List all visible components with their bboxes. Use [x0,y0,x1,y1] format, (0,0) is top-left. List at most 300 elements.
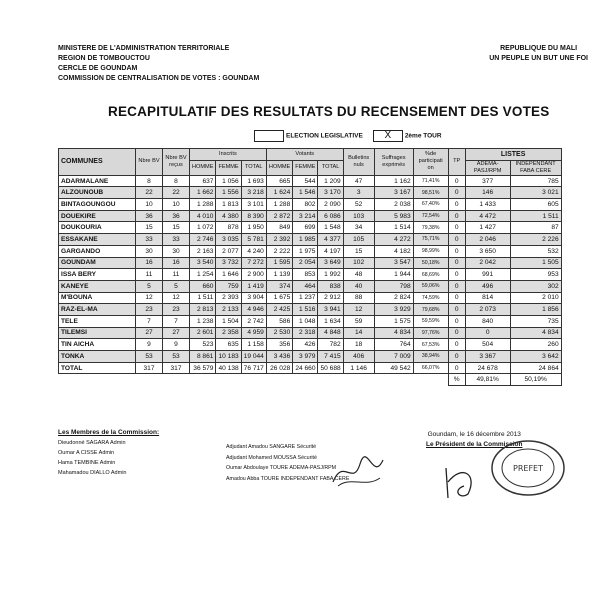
table-cell: 15 [136,222,163,234]
col-votants-total: TOTAL [318,160,343,175]
table-cell: 2 813 [190,304,216,316]
commune-name: TOTAL [59,362,136,374]
table-cell: 53 [136,351,163,363]
president-signature-icon [438,460,488,502]
table-cell: 2 038 [374,199,413,211]
table-cell: 68,69% [413,269,448,281]
table-cell: 665 [266,175,292,187]
table-cell: 2 163 [190,245,216,257]
table-cell: 317 [163,362,190,374]
table-cell: 30 [136,245,163,257]
commune-name: ESSAKANE [59,234,136,246]
table-cell: 802 [293,199,318,211]
table-cell: 764 [374,339,413,351]
table-cell: 1 556 [216,187,241,199]
table-cell: 3 979 [293,351,318,363]
table-cell: 586 [266,315,292,327]
table-cell: 1 595 [266,257,292,269]
table-cell: 635 [216,339,241,351]
col-votants-homme: HOMME [266,160,292,175]
table-cell: 377 [465,175,510,187]
table-cell: 260 [510,339,561,351]
table-cell: 544 [293,175,318,187]
table-cell: 0 [448,199,465,211]
table-cell: 2 077 [216,245,241,257]
col-independant: INDEPENDANT FABA CERE [510,160,561,175]
table-cell: 12 [343,304,374,316]
table-cell: 1 950 [241,222,266,234]
commission-members [58,428,159,478]
table-cell: 23 [163,304,190,316]
table-cell: 1 624 [266,187,292,199]
table-cell: 22 [163,187,190,199]
table-cell: 4 959 [241,327,266,339]
table-cell: 15 [343,245,374,257]
table-cell: 637 [190,175,216,187]
election-label: ELECTION LEGISLATIVE [286,132,363,140]
table-cell: 3 101 [241,199,266,211]
table-cell: 2 222 [266,245,292,257]
table-cell: 3 170 [318,187,343,199]
table-cell: 2 090 [318,199,343,211]
col-votants-femme: FEMME [293,160,318,175]
table-row [59,222,562,234]
republic-line: REPUBLIQUE DU MALI [500,45,578,52]
table-cell: 374 [266,280,292,292]
table-row [59,245,562,257]
commune-name: ISSA BERY [59,269,136,281]
table-cell: 1 419 [241,280,266,292]
table-cell: 3 167 [374,187,413,199]
table-cell: 2 393 [216,292,241,304]
table-cell: 7 [136,315,163,327]
table-cell: 785 [510,175,561,187]
table-cell: 23 [136,304,163,316]
table-cell: 735 [510,315,561,327]
percent-label: % [448,374,465,386]
table-cell: 0 [448,351,465,363]
table-cell: 6 086 [318,210,343,222]
table-cell: 1 546 [293,187,318,199]
commune-name: GARGANDO [59,245,136,257]
commune-name: DOUKOURIA [59,222,136,234]
table-cell: 4 380 [216,210,241,222]
col-inscrits-homme: HOMME [190,160,216,175]
table-cell: 4 834 [374,327,413,339]
table-cell: 67,40% [413,199,448,211]
table-cell: 2 042 [465,257,510,269]
table-cell: 4 272 [374,234,413,246]
table-cell: 2 746 [190,234,216,246]
table-cell: 19 044 [241,351,266,363]
table-cell: 97,76% [413,327,448,339]
place-date: Goundam, le 16 décembre 2013 [427,431,521,438]
table-cell: 11 [163,269,190,281]
header-right [489,44,588,64]
table-row [59,234,562,246]
table-cell: 0 [448,304,465,316]
table-cell: 2 318 [293,327,318,339]
table-cell: 1 056 [216,175,241,187]
table-cell: 1 237 [293,292,318,304]
table-cell: 1 427 [465,222,510,234]
table-cell: 0 [448,315,465,327]
table-cell: 36 [136,210,163,222]
table-cell: 59,59% [413,315,448,327]
results-body [59,175,562,385]
table-cell: 66,07% [413,362,448,374]
table-cell: 1 158 [241,339,266,351]
table-cell: 59 [343,315,374,327]
table-cell: 1 856 [510,304,561,316]
col-nbre-bv-recus: Nbre BV reçus [163,149,190,176]
table-cell: 74,59% [413,292,448,304]
col-inscrits: Inscrits [190,149,267,161]
table-cell: 0 [448,245,465,257]
member-4: Mahamadou DIALLO Admin [58,470,127,476]
table-cell: 1 975 [293,245,318,257]
table-cell: 2 358 [216,327,241,339]
official-stamp-icon [488,438,568,498]
table-cell: 72,54% [413,210,448,222]
col-votants: Votants [266,149,343,161]
table-row [59,269,562,281]
table-cell: 52 [343,199,374,211]
commune-name: DOUEKIRE [59,210,136,222]
table-cell: 79,68% [413,304,448,316]
table-cell: 1 433 [465,199,510,211]
table-cell: 50 688 [318,362,343,374]
table-cell: 1 675 [266,292,292,304]
table-cell: 2 010 [510,292,561,304]
table-row [59,304,562,316]
table-cell: 1 209 [318,175,343,187]
col-suffrages: Suffrages exprimés [374,149,413,176]
table-cell: 4 472 [465,210,510,222]
table-cell: 1 693 [241,175,266,187]
table-cell: 4 182 [374,245,413,257]
commune-name: TONKA [59,351,136,363]
table-cell: 3 [343,187,374,199]
table-cell: 1 514 [374,222,413,234]
table-row [59,327,562,339]
table-cell: 1 992 [318,269,343,281]
table-cell: 3 547 [374,257,413,269]
commune-name: M'BOUNA [59,292,136,304]
header-left [58,44,259,84]
region-line: REGION DE TOMBOUCTOU [58,55,150,62]
tour-checkbox: X [373,130,403,142]
col-bulletins-nuls: Bulletins nuls [343,149,374,176]
table-cell: 24 864 [510,362,561,374]
table-cell: 1 511 [510,210,561,222]
table-cell: 26 028 [266,362,292,374]
col-listes: LISTES [465,149,561,161]
table-cell: 1 662 [190,187,216,199]
table-cell: 33 [136,234,163,246]
table-cell: 2 912 [318,292,343,304]
table-cell: 496 [465,280,510,292]
table-cell: 10 183 [216,351,241,363]
table-cell: 27 [163,327,190,339]
table-cell: 814 [465,292,510,304]
table-row [59,280,562,292]
col-inscrits-femme: FEMME [216,160,241,175]
table-cell: 18 [343,339,374,351]
table-cell: 9 [163,339,190,351]
table-cell: 34 [343,222,374,234]
table-cell: 10 [136,199,163,211]
commission-line: COMMISSION DE CENTRALISATION DE VOTES : GOUNDAM [58,75,260,82]
table-cell: 1 139 [266,269,292,281]
table-cell: 3 218 [241,187,266,199]
table-cell: 7 009 [374,351,413,363]
table-cell: 53 [163,351,190,363]
table-cell: 4 946 [241,304,266,316]
table-cell: 4 240 [241,245,266,257]
table-cell: 1 162 [374,175,413,187]
table-cell: 71,41% [413,175,448,187]
table-cell: 1 813 [216,199,241,211]
table-cell: 302 [510,280,561,292]
table-row [59,339,562,351]
table-cell: 3 649 [318,257,343,269]
table-cell: 47 [343,175,374,187]
table-cell: 38,94% [413,351,448,363]
table-cell: 1 646 [216,269,241,281]
election-type-row [254,130,442,142]
table-cell: 523 [190,339,216,351]
col-adema: ADEMA-PASJ/RPM [465,160,510,175]
table-cell: 2 073 [465,304,510,316]
table-cell: 3 021 [510,187,561,199]
table-cell: 3 642 [510,351,561,363]
table-cell: 8 390 [241,210,266,222]
table-cell: 0 [448,187,465,199]
percent-row [59,374,562,386]
table-cell: 2 133 [216,304,241,316]
table-cell: 8 861 [190,351,216,363]
table-cell: 2 900 [241,269,266,281]
table-cell: 8 [136,175,163,187]
table-cell: 12 [136,292,163,304]
col-communes: COMMUNES [59,149,136,176]
table-cell: 1 575 [374,315,413,327]
table-cell: 98,99% [413,245,448,257]
table-cell: 11 [136,269,163,281]
election-checkbox [254,130,284,142]
table-cell: 3 929 [374,304,413,316]
table-row [59,175,562,187]
table-cell: 79,38% [413,222,448,234]
table-cell: 76 717 [241,362,266,374]
table-cell: 759 [216,280,241,292]
table-cell: 3 214 [293,210,318,222]
table-cell: 406 [343,351,374,363]
table-cell: 1 944 [374,269,413,281]
table-cell: 98,51% [413,187,448,199]
table-cell: 0 [448,339,465,351]
commune-name: ADARMALANE [59,175,136,187]
table-cell: 1 146 [343,362,374,374]
table-cell: 426 [293,339,318,351]
table-cell: 2 872 [266,210,292,222]
table-row [59,315,562,327]
table-cell: 1 985 [293,234,318,246]
table-cell: 1 634 [318,315,343,327]
adjudant-2: Adjudant Mohamed MOUSSA Sécurité [226,454,317,461]
table-cell: 4 834 [510,327,561,339]
table-row [59,351,562,363]
table-cell: 1 048 [293,315,318,327]
member-1: Dieudonné SAGARA Admin [58,440,126,446]
table-cell: 0 [448,292,465,304]
table-row [59,292,562,304]
table-cell: 0 [448,269,465,281]
adjudant-1: Adjudant Amadou SANGARE Sécurité [226,444,317,450]
member-3: Hama TEMBINE Admin [58,460,116,466]
president-role: Le Président de la Commission [426,441,523,448]
table-cell: 2 392 [266,234,292,246]
commune-name: BINTAGOUNGOU [59,199,136,211]
table-cell: 1 505 [510,257,561,269]
table-cell: 849 [266,222,292,234]
table-cell: 0 [448,280,465,292]
commune-name: KANEYE [59,280,136,292]
table-cell: 0 [448,327,465,339]
total-row [59,362,562,374]
ministry-line: MINISTERE DE L'ADMINISTRATION TERRITORIALE [58,45,230,52]
table-cell: 146 [465,187,510,199]
table-cell: 3 436 [266,351,292,363]
table-cell: 4 197 [318,245,343,257]
table-cell: 1 238 [190,315,216,327]
commune-name: GOUNDAM [59,257,136,269]
table-cell: 605 [510,199,561,211]
table-cell: 838 [318,280,343,292]
commune-name: TELE [59,315,136,327]
results-table [58,148,562,386]
commune-name: TIN AICHA [59,339,136,351]
table-cell: 0 [448,234,465,246]
document-page [48,30,588,500]
table-cell: 16 [163,257,190,269]
percent-spacer [59,374,449,386]
table-cell: 1 516 [293,304,318,316]
col-inscrits-total: TOTAL [241,160,266,175]
table-cell: 2 226 [510,234,561,246]
table-cell: 0 [448,210,465,222]
table-cell: 2 530 [266,327,292,339]
table-cell: 2 824 [374,292,413,304]
table-cell: 3 941 [318,304,343,316]
table-cell: 59,06% [413,280,448,292]
table-cell: 1 504 [216,315,241,327]
cercle-line: CERCLE DE GOUNDAM [58,65,138,72]
handwritten-signature-icon [328,452,388,492]
table-cell: 27 [136,327,163,339]
table-cell: 1 288 [266,199,292,211]
commune-name: RAZ-EL-MA [59,304,136,316]
table-cell: 0 [465,327,510,339]
table-cell: 16 [136,257,163,269]
table-cell: 40 [343,280,374,292]
table-cell: 3 650 [465,245,510,257]
table-cell: 3 035 [216,234,241,246]
document-title: RECAPITULATIF DES RESULTATS DU RECENSEMENT DES VOTES [108,104,550,119]
table-cell: 1 511 [190,292,216,304]
percent-adema: 49,81% [465,374,510,386]
table-cell: 504 [465,339,510,351]
table-cell: 7 [163,315,190,327]
percent-independant: 50,19% [510,374,561,386]
table-cell: 67,53% [413,339,448,351]
commune-name: TILEMSI [59,327,136,339]
adjudant-4: Amadou Abba TOURE INDEPENDANT FABA CERE [226,475,350,482]
table-cell: 10 [163,199,190,211]
commune-name: ALZOUNOUB [59,187,136,199]
table-cell: 3 904 [241,292,266,304]
table-cell: 1 072 [190,222,216,234]
table-cell: 105 [343,234,374,246]
table-cell: 36 579 [190,362,216,374]
table-cell: 9 [136,339,163,351]
table-cell: 3 540 [190,257,216,269]
table-cell: 5 [136,280,163,292]
table-cell: 75,71% [413,234,448,246]
table-cell: 2 742 [241,315,266,327]
table-cell: 660 [190,280,216,292]
table-cell: 3 732 [216,257,241,269]
members-title: Les Membres de la Commission: [58,429,160,436]
table-row [59,210,562,222]
table-cell: 88 [343,292,374,304]
table-cell: 991 [465,269,510,281]
table-cell: 0 [448,362,465,374]
table-cell: 878 [216,222,241,234]
table-cell: 2 054 [293,257,318,269]
table-cell: 798 [374,280,413,292]
table-cell: 2 601 [190,327,216,339]
table-cell: 22 [136,187,163,199]
table-cell: 1 254 [190,269,216,281]
table-cell: 5 [163,280,190,292]
table-cell: 356 [266,339,292,351]
col-tp: TP [448,149,465,176]
table-cell: 0 [448,257,465,269]
table-cell: 8 [163,175,190,187]
table-cell: 464 [293,280,318,292]
table-cell: 532 [510,245,561,257]
table-cell: 5 781 [241,234,266,246]
table-cell: 0 [448,222,465,234]
table-cell: 4 010 [190,210,216,222]
table-cell: 87 [510,222,561,234]
table-cell: 7 415 [318,351,343,363]
table-cell: 840 [465,315,510,327]
table-cell: 40 138 [216,362,241,374]
table-cell: 853 [293,269,318,281]
table-cell: 14 [343,327,374,339]
table-cell: 24 678 [465,362,510,374]
tour-label: 2ème TOUR [404,132,442,140]
table-cell: 953 [510,269,561,281]
table-cell: 103 [343,210,374,222]
table-cell: 1 288 [190,199,216,211]
table-row [59,187,562,199]
table-cell: 1 548 [318,222,343,234]
col-participation: %de participati on [413,149,448,176]
